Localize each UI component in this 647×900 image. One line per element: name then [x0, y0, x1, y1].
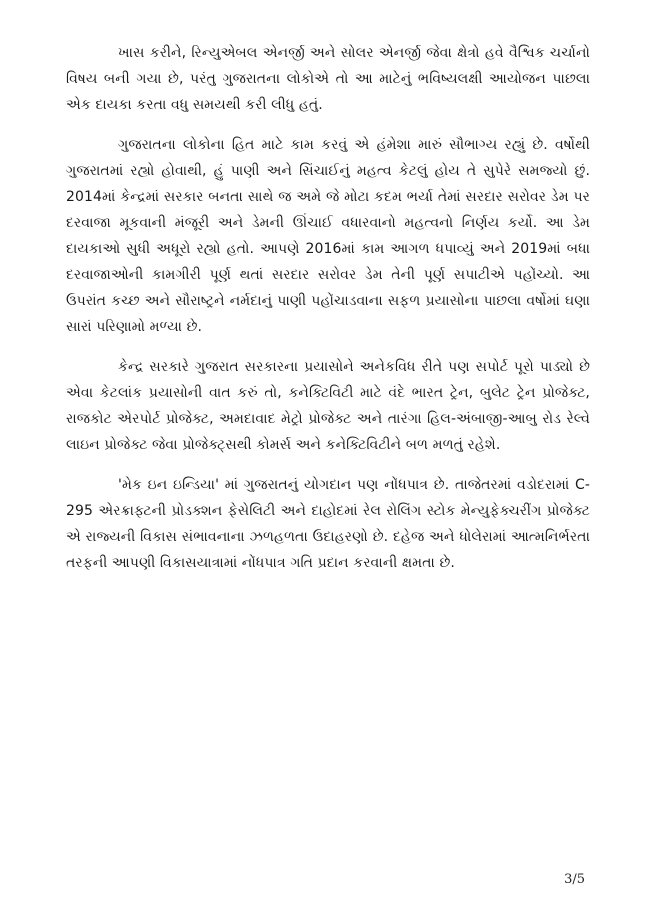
paragraph-water-irrigation: ગુજરાતના લોકોના હિત માટે કામ કરવું એ હંમેશા મારું સૌભાગ્ય રહ્યું છે. વર્ષોથી ગુજરાતમાં રહ્યો હોવાથી, હું પાણી અને સિંચાઈનું મહત્વ કેટલું હોય તે સુપેરે સમજ્યો છું. 2014માં કેન્દ્રમાં સરકાર બનતા સાથે જ અમે જે મોટા કદમ ભર્યા તેમાં સરદાર સરોવર ડેમ પર દરવાજા મૂકવાની મંજૂરી અને ડેમની ઊંચાઈ વધારવાનો મહત્વનો નિર્ણય કર્યો. આ ડેમ દાયકાઓ સુધી અધૂરો રહ્યો હતો. આપણે 2016માં કામ આગળ ધપાવ્યું અને 2019માં બધા દરવાજાઓની કામગીરી પૂર્ણ થતાં સરદાર સરોવર ડેમ તેની પૂર્ણ સપાટીએ પહોંચ્યો. આ ઉપરાંત કચ્છ અને સૌરાષ્ટ્રને નર્મદાનું પાણી પહોંચાડવાના સફળ પ્રયાસોના પાછલા વર્ષોમાં ઘણા સારાં પરિણામો મળ્યા છે. — [66, 137, 590, 335]
paragraph-renewable-energy: ખાસ કરીને, રિન્યુએબલ એનર્જી અને સોલર એનર્જી જેવા ક્ષેત્રો હવે વૈશ્વિક ચર્ચાનો વિષય બની ગયા છે, પરંતુ ગુજરાતના લોકોએ તો આ માટેનું ભવિષ્યલક્ષી આયોજન પાછલા એક દાયકા કરતા વધુ સમયથી કરી લીધુ હતું. — [66, 45, 590, 113]
paragraph-connectivity: કેન્દ્ર સરકારે ગુજરાત સરકારના પ્રયાસોને અનેકવિધ રીતે પણ સપોર્ટ પૂરો પાડ્યો છે એવા કેટલાંક પ્રયાસોની વાત કરું તો, કનેક્ટિવિટી માટે વંદે ભારત ટ્રેન, બુલેટ ટ્રેન પ્રોજેક્ટ, રાજકોટ એરપોર્ટ પ્રોજેક્ટ, અમદાવાદ મેટ્રો પ્રોજેક્ટ અને તારંગા હિલ-અંબાજી-આબુ રોડ રેલ્વે લાઇન પ્રોજેક્ટ જેવા પ્રોજેક્ટ્સથી કોમર્સ અને કનેક્ટિવિટીને બળ મળતું રહેશે. — [66, 359, 590, 453]
paragraph-make-in-india: 'મેક ઇન ઇન્ડિયા' માં ગુજરાતનું યોગદાન પણ નોંધપાત્ર છે. તાજેતરમાં વડોદરામાં C-295 એરક્રાફ્ટની પ્રોડક્શન ફેસેલિટી અને દાહોદમાં રેલ રોલિંગ સ્ટોક મેન્યુફેક્ચરીંગ પ્રોજેક્ટ એ રાજ્યની વિકાસ સંભાવનાના ઝળહળતા ઉદાહરણો છે. દહેજ અને ધોલેરામાં આત્મનિર્ભરતા તરફની આપણી વિકાસયાત્રામાં નોંધપાત્ર ગતિ પ્રદાન કરવાની ક્ષમતા છે. — [66, 477, 590, 571]
document-body — [66, 40, 590, 590]
page-number: 3/5 — [564, 872, 585, 887]
